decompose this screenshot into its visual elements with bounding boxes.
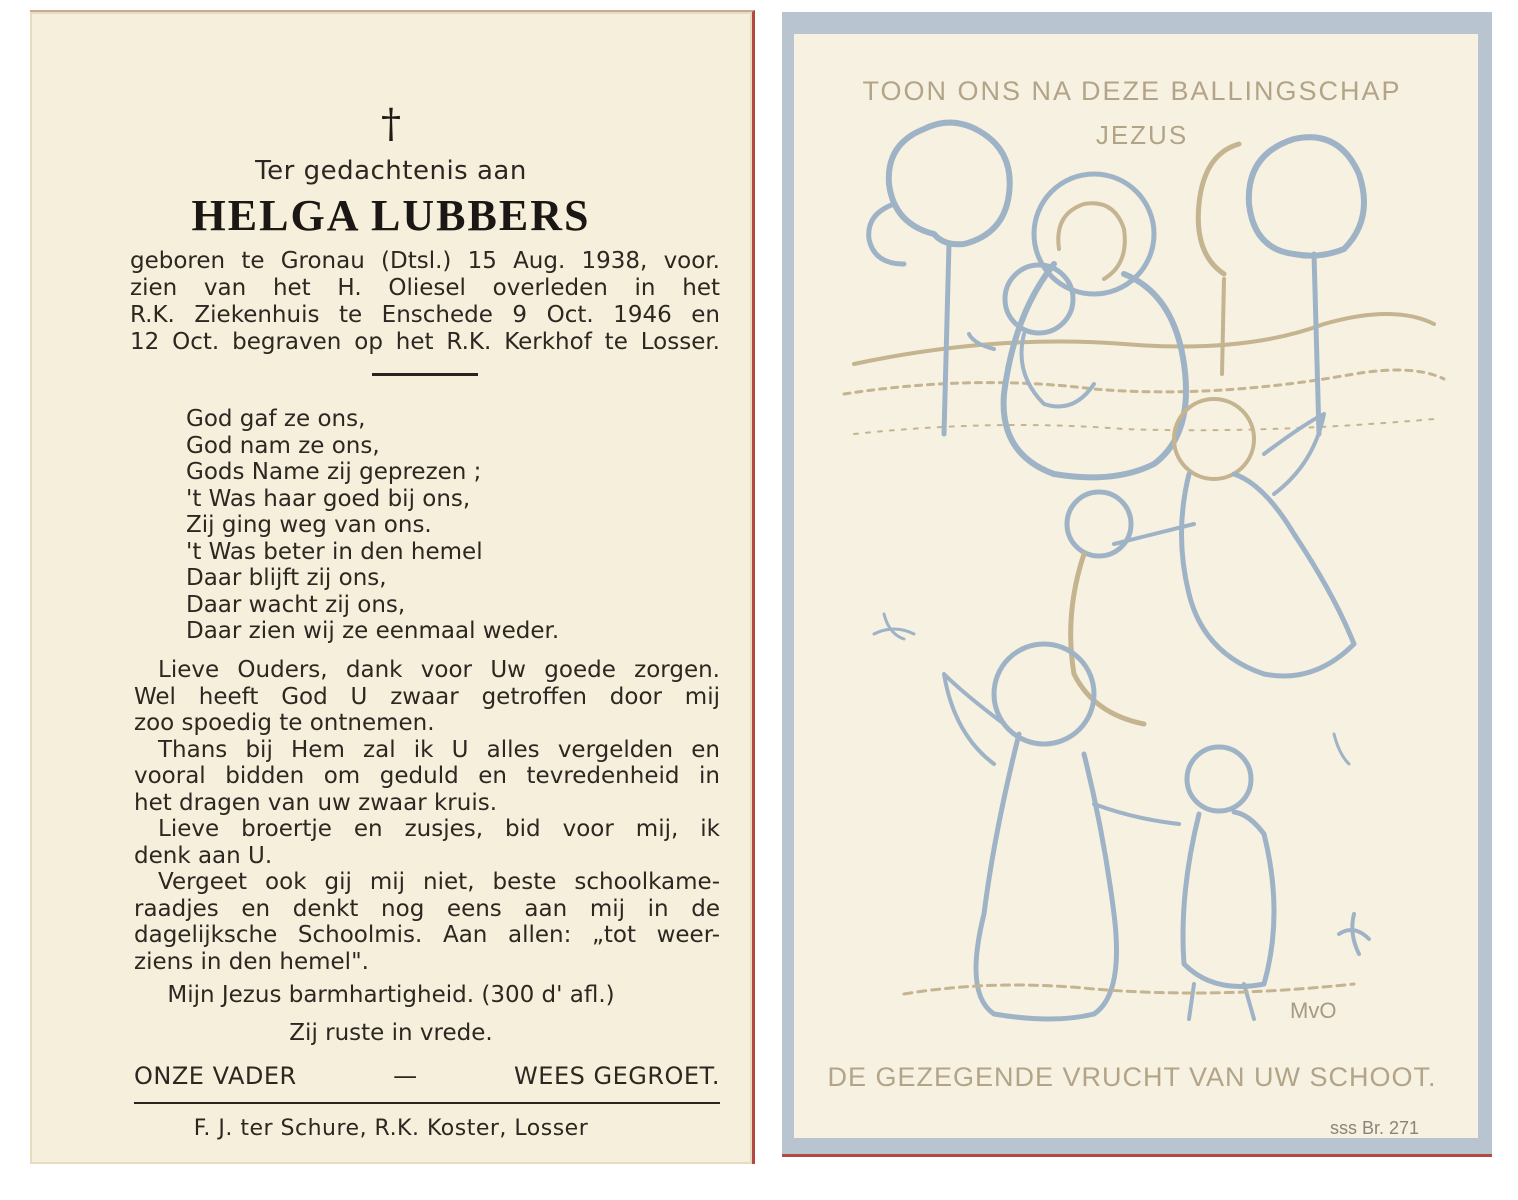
prayer-our-father: ONZE VADER xyxy=(134,1062,297,1090)
message-line: vooral bidden om geduld en tevredenheid in xyxy=(134,763,720,789)
meadow-hatch xyxy=(854,419,1434,434)
memorial-card-image-side xyxy=(782,12,1492,1157)
poem-line: Daar wacht zij ons, xyxy=(186,591,406,618)
tree-canopy xyxy=(889,123,1010,245)
message-line: dagelijksche Schoolmis. Aan allen: „tot weer- xyxy=(134,922,720,948)
halo xyxy=(994,644,1094,744)
prayers-row xyxy=(134,1062,720,1090)
printer-credit: F. J. ter Schure, R.K. Koster, Losser xyxy=(193,1116,589,1141)
flower-icon xyxy=(1334,734,1349,764)
child-head xyxy=(1187,747,1251,811)
memorial-card-text-side xyxy=(30,10,755,1164)
artist-signature: MvO xyxy=(1290,998,1337,1023)
indulgence-prayer: Mijn Jezus barmhartigheid. (300 d' afl.) xyxy=(167,982,615,1008)
divider xyxy=(134,1102,720,1104)
child-robe xyxy=(1183,812,1274,987)
top-inscription-jesus: JEZUS xyxy=(1095,120,1189,150)
flower-icon xyxy=(874,614,914,639)
child-legs xyxy=(1189,984,1254,1019)
farewell-message xyxy=(134,657,720,975)
bio-line: R.K. Ziekenhuis te Enschede 9 Oct. 1946 en xyxy=(130,302,720,328)
bio-line: 12 Oct. begraven op het R.K. Kerkhof te Losser. xyxy=(130,329,720,355)
boy-head xyxy=(1067,492,1131,556)
poem-line: God nam ze ons, xyxy=(186,432,380,459)
child-body xyxy=(1022,334,1095,407)
angel-wing xyxy=(1264,414,1324,494)
message-line: Vergeet ook gij mij niet, beste schoolkame- xyxy=(158,869,720,895)
flower-icon xyxy=(1339,914,1369,954)
message-line: zoo spoedig te ontnemen. xyxy=(134,710,435,736)
tree-trunk xyxy=(1222,279,1224,374)
poem-line: 't Was beter in den hemel xyxy=(186,538,483,565)
poem-line: Zij ging weg van ons. xyxy=(186,512,432,538)
prayer-dash: — xyxy=(393,1062,418,1090)
hill-hatch xyxy=(844,370,1444,394)
poem-line: Gods Name zij geprezen ; xyxy=(186,459,482,485)
message-line: ziens in den hemel". xyxy=(134,948,369,975)
rest-in-peace: Zij ruste in vrede. xyxy=(289,1020,493,1046)
deceased-name: HELGA LUBBERS xyxy=(191,191,591,240)
poem-line: God gaf ze ons, xyxy=(186,406,366,432)
message-line: Lieve broertje en zusjes, bid voor mij, ik xyxy=(158,816,720,842)
poem-line: 't Was haar goed bij ons, xyxy=(186,485,471,512)
halo xyxy=(1034,174,1154,294)
madonna-face xyxy=(1058,203,1125,279)
prayer-hail-mary: WEES GEGROET. xyxy=(514,1062,720,1090)
message-line: het dragen van uw zwaar kruis. xyxy=(134,789,498,816)
bottom-inscription: DE GEZEGENDE VRUCHT VAN UW SCHOOT. xyxy=(827,1062,1437,1092)
poem-line: Daar zien wij ze eenmaal weder. xyxy=(186,618,560,644)
boy-robe xyxy=(1071,554,1144,724)
message-line: Lieve Ouders, dank voor Uw goede zorgen. xyxy=(158,657,720,683)
intro-text: Ter gedachtenis aan xyxy=(255,156,527,186)
angel-robe xyxy=(1182,474,1355,676)
bio-line: geboren te Gronau (Dtsl.) 15 Aug. 1938, voor. xyxy=(130,248,720,274)
tree-canopy xyxy=(1249,137,1364,255)
divider xyxy=(372,373,478,376)
poem-line: Daar blijft zij ons, xyxy=(186,565,387,591)
tree-trunk xyxy=(944,244,949,434)
message-line: Wel heeft God U zwaar getroffen door mij xyxy=(134,683,720,710)
biography xyxy=(130,248,720,356)
message-line: raadjes en denkt nog eens aan mij in de xyxy=(134,895,720,922)
halo xyxy=(1174,399,1254,479)
holding-hands xyxy=(1094,804,1179,824)
ground-line xyxy=(904,984,1354,994)
catalog-number: sss Br. 271 xyxy=(1330,1118,1420,1138)
poem xyxy=(186,406,559,645)
madonna-angels-illustration xyxy=(794,34,1478,1138)
tree-trunk xyxy=(1314,254,1319,434)
child-head xyxy=(1005,265,1073,333)
bio-line: zien van het H. Oliesel overleden in het xyxy=(130,275,720,301)
angel-robe xyxy=(976,734,1117,1019)
cross-icon: † xyxy=(381,101,401,147)
tree-canopy xyxy=(1198,144,1239,274)
message-line: denk aan U. xyxy=(134,842,273,869)
top-inscription: TOON ONS NA DEZE BALLINGSCHAP xyxy=(862,76,1402,106)
message-line: Thans bij Hem zal ik U alles vergelden en xyxy=(158,736,720,763)
hill-line xyxy=(854,314,1434,364)
